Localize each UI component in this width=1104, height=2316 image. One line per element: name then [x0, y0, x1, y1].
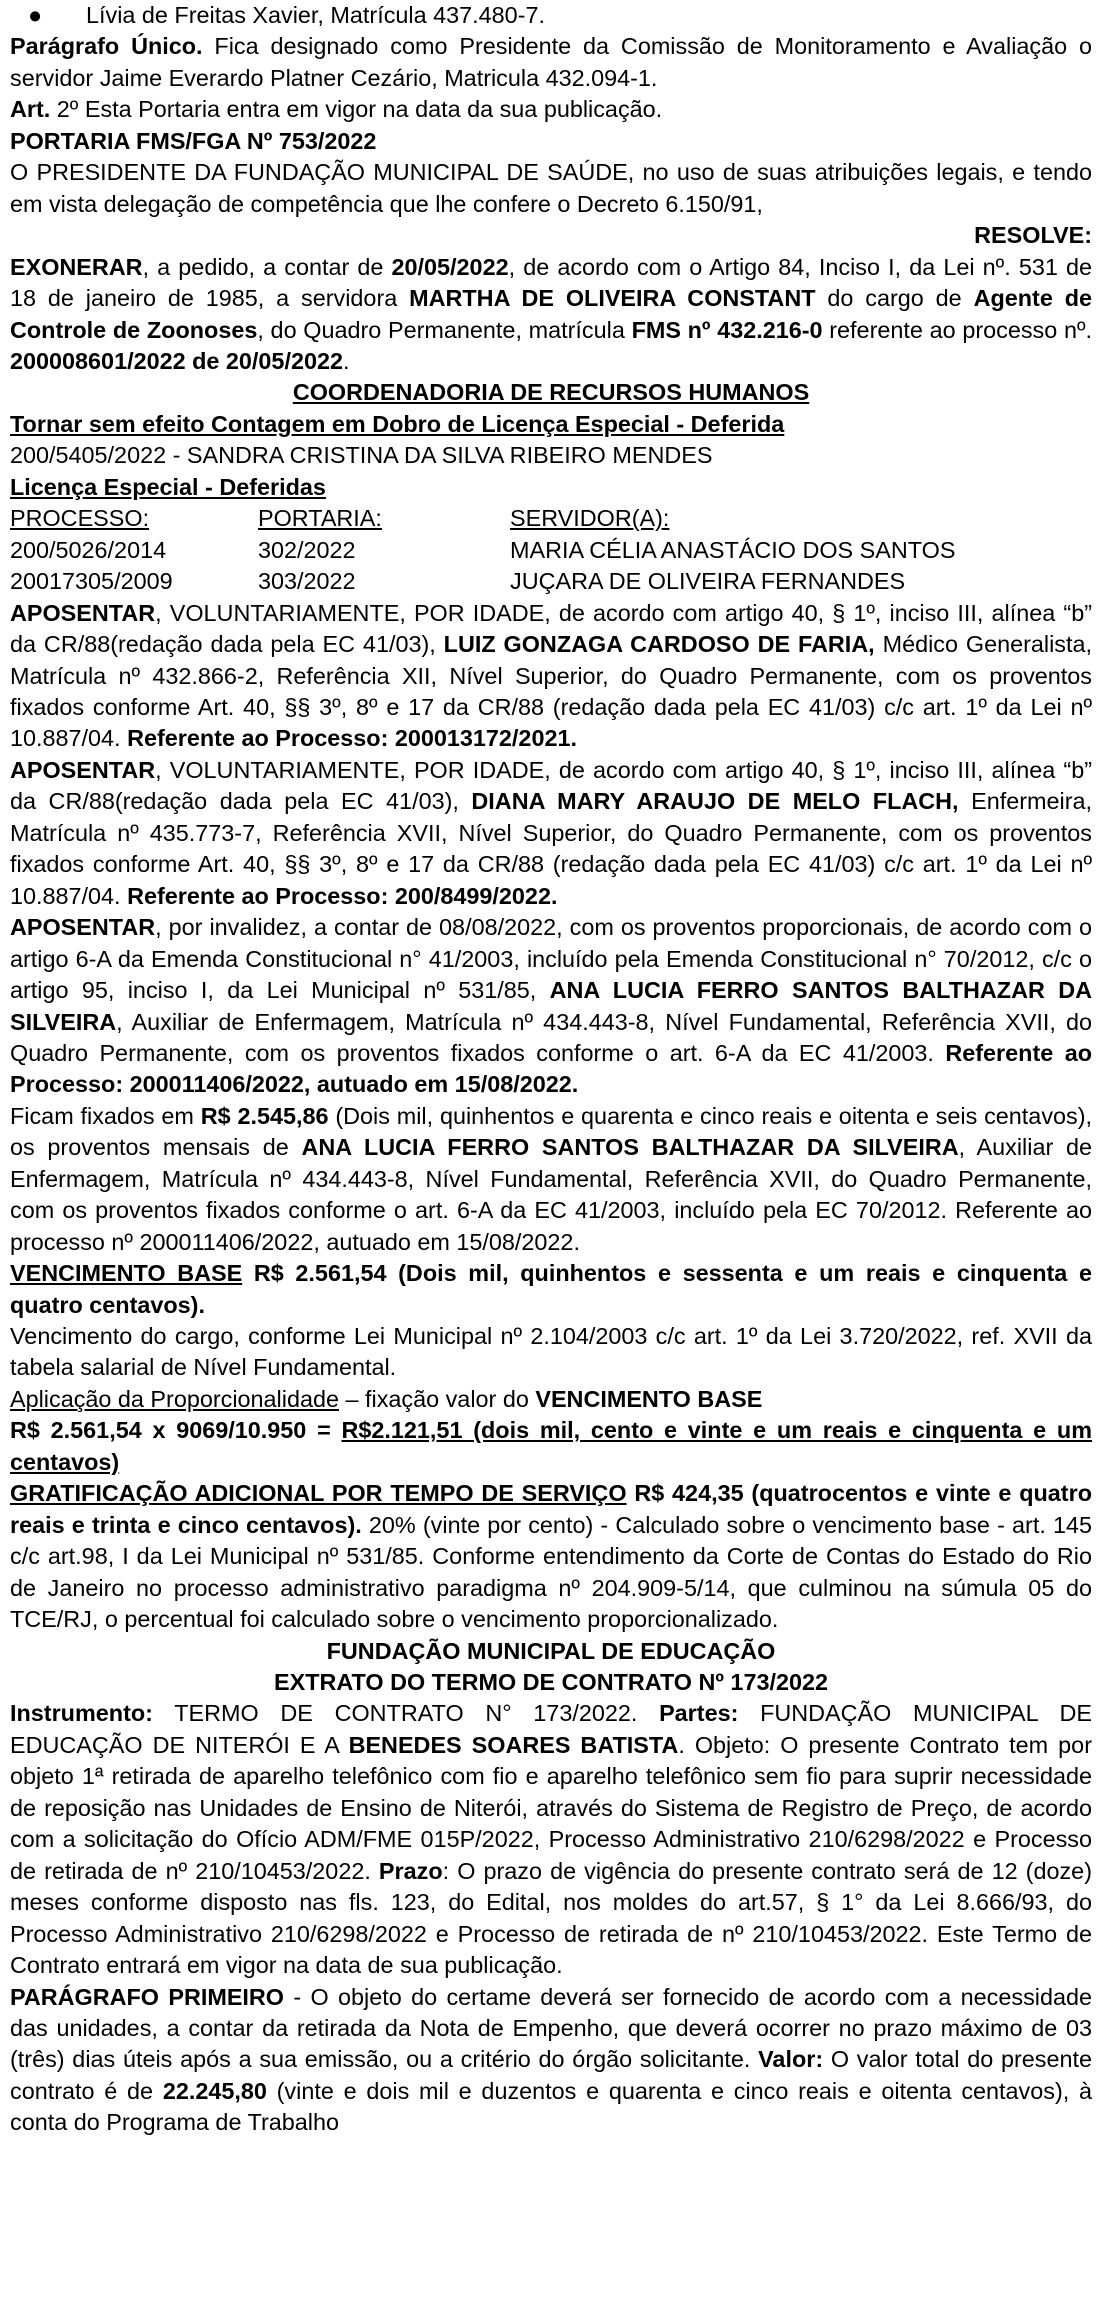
aposentar-paragraph-1 [10, 598, 1092, 755]
paragrafo-text: Fica designado como Presidente da Comissão de Monitoramento e Avaliação o servidor Jaime Everardo Platner Cezário, Matricula 432.094-1. [10, 33, 1092, 91]
table-cell: 200/5026/2014 [10, 536, 167, 563]
aposentar-label: APOSENTAR [10, 914, 156, 941]
column-header: PROCESSO: [10, 505, 150, 532]
table-cell: 303/2022 [258, 568, 356, 595]
licenca-heading: Licença Especial - Deferidas [10, 473, 326, 500]
text-span: TERMO DE CONTRATO N° 173/2022. [152, 1700, 660, 1727]
fme-title: FUNDAÇÃO MUNICIPAL DE EDUCAÇÃO [326, 1637, 776, 1664]
licenca-table [10, 503, 1092, 597]
text-span: , VOLUNTARIAMENTE, POR IDADE, de acordo com artigo 40, § 1º, inciso III, alínea “b” da CR/88(redação dada pela EC 41/03), [10, 756, 1092, 815]
text-span: Médico Generalista, Matrícula nº 432.866-2, Referência XII, Nível Superior, do Quadro Permanente, com os proventos fixados conforme Art. 40, §§ 3º, 8º e 17 da CR/88 (redação dada pela EC 41/03) c/c art. 1º da Lei nº 10.887/04. [10, 631, 1093, 752]
tornar-item: 200/5405/2022 - SANDRA CRISTINA DA SILVA RIBEIRO MENDES [10, 442, 713, 469]
text-span: do cargo de [815, 285, 974, 312]
calc-result: R$2.121,51 (dois mil, cento e vinte e um reais e cinquenta e um centavos) [10, 1417, 1092, 1475]
table-header-row [10, 503, 1092, 534]
processo-ref: Referente ao Processo: 200011406/2022, autuado em 15/08/2022. [10, 1039, 1092, 1098]
vencimento-value: R$ 2.561,54 (Dois mil, quinhentos e sessenta e um reais e cinquenta e quatro centavos). [10, 1260, 1092, 1318]
table-cell: MARIA CÉLIA ANASTÁCIO DOS SANTOS [510, 536, 956, 563]
text-span: (Dois mil, quinhentos e quarenta e cinco reais e oitenta e seis centavos), os proventos mensais de [10, 1102, 1093, 1161]
text-span: referente ao processo nº. [822, 316, 1092, 343]
text-span: , VOLUNTARIAMENTE, POR IDADE, de acordo com artigo 40, § 1º, inciso III, alínea “b” da CR/88(redação dada pela EC 41/03), [10, 599, 1092, 658]
column-header: SERVIDOR(A): [510, 505, 670, 532]
vencimento-base [10, 1258, 1092, 1321]
portaria-title: PORTARIA FMS/FGA Nº 753/2022 [10, 127, 377, 154]
servidor-name: LUIZ GONZAGA CARDOSO DE FARIA, [443, 631, 875, 658]
text-span: : O prazo de vigência do presente contrato será de 12 (doze) meses conforme disposto nas fls. 123, do Edital, nos moldes do art.57, § 1° da Lei 8.666/93, do Processo Administrativo 210/6298/2022 e Processo de retirada de nº 210/10453/2022. Este Termo de Contrato entrará em vigor na data de sua publicação. [10, 1857, 1092, 1979]
servidor-name: ANA LUCIA FERRO SANTOS BALTHAZAR DA SILVEIRA [301, 1134, 959, 1161]
partes-label: Partes: [659, 1700, 739, 1727]
processo-ref: Referente ao Processo: 200013172/2021. [127, 725, 577, 752]
aposentar-paragraph-2 [10, 755, 1092, 912]
ficam-paragraph [10, 1101, 1092, 1258]
text-span: , do Quadro Permanente, matrícula [257, 316, 632, 343]
aposentar-label: APOSENTAR [10, 599, 156, 626]
vencimento-label: VENCIMENTO BASE [535, 1385, 763, 1412]
tornar-heading: Tornar sem efeito Contagem em Dobro de Licença Especial - Deferida [10, 410, 785, 437]
calc-expression: R$ 2.561,54 x 9069/10.950 = [10, 1417, 342, 1444]
art2-text: 2º Esta Portaria entra em vigor na data da sua publicação. [50, 96, 663, 123]
table-row [10, 535, 1092, 566]
prazo-label: Prazo [378, 1857, 443, 1884]
servidora-name: MARTHA DE OLIVEIRA CONSTANT [409, 285, 816, 312]
vencimento-note: Vencimento do cargo, conforme Lei Municipal nº 2.104/2003 c/c art. 1º da Lei 3.720/2022, ref. XVII da tabela salarial de Nível Fundamental. [10, 1323, 1092, 1381]
text-span: Enfermeira, Matrícula nº 435.773-7, Referência XVII, Nível Superior, do Quadro Permanente, com os proventos fixados conforme Art. 40, §§ 3º, 8º e 17 da CR/88 (redação dada pela EC 41/03) c/c art. 1º da Lei nº 10.887/04. [10, 788, 1092, 909]
gratificacao-value: R$ 424,35 (quatrocentos e vinte e quatro reais e trinta e cinco centavos). [10, 1480, 1092, 1538]
extrato-paragraph [10, 1698, 1092, 1981]
aplicacao-label: Aplicação da Proporcionalidade [10, 1385, 339, 1412]
gratificacao-label: GRATIFICAÇÃO ADICIONAL POR TEMPO DE SERVIÇO [10, 1480, 627, 1507]
gratificacao-paragraph [10, 1478, 1092, 1635]
text-span: FUNDAÇÃO MUNICIPAL DE EDUCAÇÃO DE NITERÓI E A [10, 1700, 1092, 1758]
text-span: O valor total do presente contrato é de [10, 2046, 1092, 2104]
table-cell: 20017305/2009 [10, 568, 173, 595]
text-span: , Auxiliar de Enfermagem, Matrícula nº 434.443-8, Nível Fundamental, Referência XVII, do Quadro Permanente, com os proventos fixados conforme o art. 6-A da EC 41/2003. [10, 1008, 1092, 1066]
vencimento-label: VENCIMENTO BASE [10, 1260, 243, 1287]
paragrafo-unico [10, 31, 1092, 94]
contratado-name: BENEDES SOARES BATISTA [348, 1731, 679, 1758]
bullet-item [10, 0, 1092, 31]
crh-title: COORDENADORIA DE RECURSOS HUMANOS [292, 379, 810, 406]
text-span: . Objeto: O presente Contrato tem por objeto 1ª retirada de aparelho telefônico com fio e aparelho telefônico sem fio para suprir necessidade de reposição nas Unidades de Ensino de Niterói, através do Sistema de Registro de Preço, de acordo com a solicitação do Ofício ADM/FME 015P/2022, Processo Administrativo 210/6298/2022 e Processo de retirada de nº 210/10453/2022. [10, 1731, 1092, 1884]
paragrafo-primeiro-label: PARÁGRAFO PRIMEIRO [10, 1983, 285, 2010]
cargo-name: Agente de Controle de Zoonoses [10, 285, 1093, 343]
processo-ref: Referente ao Processo: 200/8499/2022. [127, 882, 558, 909]
matricula: FMS nº 432.216-0 [631, 316, 823, 343]
processo-number: 200008601/2022 de 20/05/2022 [10, 347, 343, 374]
amount: R$ 2.545,86 [200, 1102, 329, 1129]
exonerar-paragraph [10, 252, 1092, 378]
text-span: Ficam fixados em [10, 1102, 201, 1129]
text-span: , a pedido, a contar de [142, 253, 392, 280]
extrato-title: EXTRATO DO TERMO DE CONTRATO Nº 173/2022 [274, 1669, 828, 1696]
table-cell: JUÇARA DE OLIVEIRA FERNANDES [510, 568, 906, 595]
text-span: 20% (vinte por cento) - Calculado sobre o vencimento base - art. 145 c/c art.98, I da Lei Municipal nº 531/85. Conforme entendimento da Corte de Contas do Estado do Rio de Janeiro no processo administrativo paradigma nº 204.909-5/14, que culminou na súmula 05 do TCE/RJ, o percentual foi calculado sobre o vencimento proporcionalizado. [10, 1511, 1093, 1633]
column-header: PORTARIA: [258, 505, 382, 532]
bullet-text: Lívia de Freitas Xavier, Matrícula 437.480-7. [86, 2, 545, 28]
servidor-name: ANA LUCIA FERRO SANTOS BALTHAZAR DA SILVEIRA [10, 977, 1092, 1035]
exonerar-label: EXONERAR [10, 253, 143, 280]
servidor-name: DIANA MARY ARAUJO DE MELO FLACH, [471, 788, 959, 815]
text-span: , Auxiliar de Enfermagem, Matrícula nº 434.443-8, Nível Fundamental, Referência XVII, do Quadro Permanente, com os proventos fixados conforme o art. 6-A da EC 41/2003, incluído pela EC 70/2012. Referente ao processo nº 200011406/2022, autuado em 15/08/2022. [10, 1134, 1092, 1255]
portaria-preamble: O PRESIDENTE DA FUNDAÇÃO MUNICIPAL DE SAÚDE, no uso de suas atribuições legais, e tendo em vista delegação de competência que lhe confere o Decreto 6.150/91, [10, 159, 1092, 217]
text-span: , por invalidez, a contar de 08/08/2022, com os proventos proporcionais, de acordo com o artigo 6-A da Emenda Constitucional n° 41/2003, incluído pela Emenda Constitucional n° 70/2012, c/c o artigo 95, inciso I, da Lei Municipal nº 531/85, [10, 914, 1092, 1004]
resolve-heading: RESOLVE: [974, 222, 1092, 249]
text-span: – fixação valor do [339, 1385, 536, 1412]
text-span: (vinte e dois mil e duzentos e quarenta e cinco reais e oitenta centavos), à conta do Programa de Trabalho [10, 2077, 1093, 2136]
date-span: 20/05/2022 [391, 253, 509, 280]
art2-label: Art. [10, 96, 51, 123]
text-span: - O objeto do certame deverá ser fornecido de acordo com a necessidade das unidades, a contar da retirada da Nota de Empenho, que deverá ocorrer no prazo máximo de 03 (três) dias úteis após a sua emissão, ou a critério do órgão solicitante. [10, 1983, 1092, 2073]
aplicacao-heading [10, 1384, 1092, 1415]
paragrafo-label: Parágrafo Único. [10, 33, 203, 60]
art2 [10, 94, 1092, 125]
valor-label: Valor: [758, 2046, 824, 2073]
instrumento-label: Instrumento: [10, 1700, 153, 1727]
paragrafo-primeiro [10, 1982, 1092, 2139]
table-cell: 302/2022 [258, 536, 356, 563]
bullet-icon: ● [28, 2, 43, 28]
text-span: . [342, 347, 350, 374]
aplicacao-calc [10, 1415, 1092, 1478]
text-span: , de acordo com o Artigo 84, Inciso I, da Lei nº. 531 de 18 de janeiro de 1985, a servidora [10, 253, 1092, 312]
valor-amount: 22.245,80 [162, 2077, 267, 2104]
table-row [10, 566, 1092, 597]
aposentar-label: APOSENTAR [10, 756, 156, 783]
aposentar-paragraph-3 [10, 912, 1092, 1101]
